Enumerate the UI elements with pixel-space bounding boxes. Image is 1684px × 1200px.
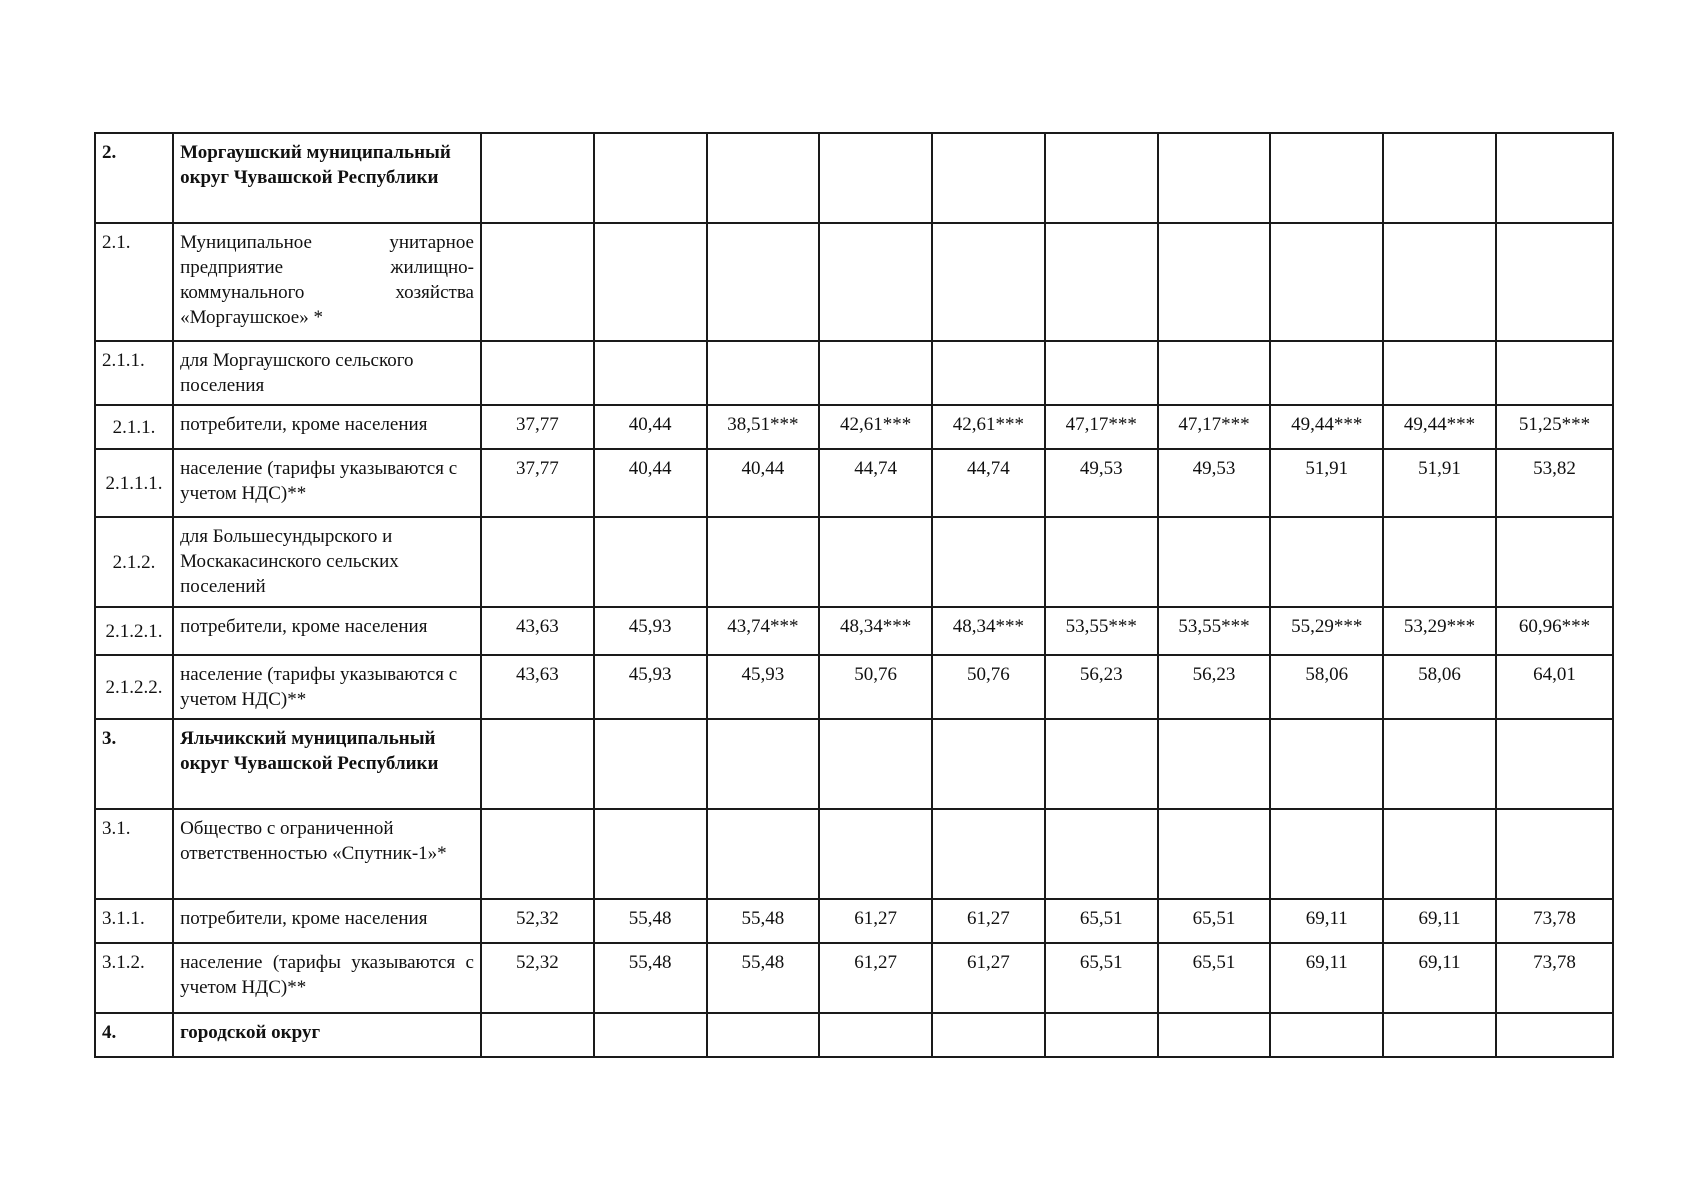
tariff-value-cell — [1383, 719, 1496, 809]
tariff-value-cell: 49,53 — [1158, 449, 1271, 517]
tariff-value-cell — [1496, 1013, 1613, 1057]
tariff-value-cell: 50,76 — [932, 655, 1045, 719]
tariff-value-cell — [1270, 517, 1383, 607]
row-number: 2.1.2. — [95, 517, 173, 607]
tariff-value-cell — [707, 517, 820, 607]
tariff-value-cell: 45,93 — [594, 655, 707, 719]
tariff-value-cell: 56,23 — [1045, 655, 1158, 719]
tariff-value-cell — [481, 517, 594, 607]
table-row — [95, 809, 1613, 899]
tariff-value-cell — [707, 1013, 820, 1057]
tariff-value-cell: 52,32 — [481, 943, 594, 1013]
tariff-value-cell: 69,11 — [1270, 899, 1383, 943]
tariff-value-cell: 37,77 — [481, 405, 594, 449]
row-number: 2.1.2.2. — [95, 655, 173, 719]
tariff-value-cell: 61,27 — [932, 899, 1045, 943]
row-name: Муниципальное унитарное предприятие жилищно-коммунального хозяйства «Моргаушское» * — [173, 223, 481, 341]
tariff-value-cell — [1383, 133, 1496, 223]
tariff-value-cell — [481, 1013, 594, 1057]
row-number: 3. — [95, 719, 173, 809]
tariff-value-cell — [1270, 719, 1383, 809]
tariff-value-cell — [1158, 341, 1271, 405]
tariff-value-cell: 43,63 — [481, 607, 594, 655]
tariff-value-cell: 44,74 — [932, 449, 1045, 517]
tariff-value-cell — [594, 1013, 707, 1057]
tariff-value-cell — [481, 133, 594, 223]
tariff-value-cell — [819, 223, 932, 341]
tariff-value-cell: 56,23 — [1158, 655, 1271, 719]
tariff-value-cell: 55,48 — [594, 899, 707, 943]
tariff-value-cell: 47,17*** — [1045, 405, 1158, 449]
tariff-value-cell: 49,44*** — [1383, 405, 1496, 449]
tariff-value-cell — [932, 341, 1045, 405]
tariff-value-cell — [1045, 517, 1158, 607]
tariff-value-cell — [1270, 1013, 1383, 1057]
tariff-value-cell — [707, 719, 820, 809]
tariff-value-cell — [819, 719, 932, 809]
tariff-value-cell: 40,44 — [594, 449, 707, 517]
tariff-value-cell — [1158, 133, 1271, 223]
tariff-value-cell — [932, 809, 1045, 899]
tariff-value-cell: 55,48 — [707, 899, 820, 943]
tariff-value-cell: 53,82 — [1496, 449, 1613, 517]
tariff-value-cell — [594, 719, 707, 809]
row-number: 2.1.1.1. — [95, 449, 173, 517]
tariff-value-cell: 42,61*** — [932, 405, 1045, 449]
tariff-value-cell — [1496, 517, 1613, 607]
tariff-value-cell: 65,51 — [1158, 899, 1271, 943]
tariff-value-cell — [1270, 809, 1383, 899]
tariff-value-cell — [594, 517, 707, 607]
tariff-value-cell — [932, 719, 1045, 809]
tariff-value-cell — [1383, 517, 1496, 607]
table-row — [95, 943, 1613, 1013]
tariff-value-cell: 45,93 — [707, 655, 820, 719]
tariff-value-cell: 55,48 — [707, 943, 820, 1013]
row-name: Общество с ограниченной ответственностью «Спутник-1»* — [173, 809, 481, 899]
tariff-value-cell: 50,76 — [819, 655, 932, 719]
tariff-value-cell: 53,29*** — [1383, 607, 1496, 655]
tariff-value-cell: 73,78 — [1496, 899, 1613, 943]
tariff-value-cell: 48,34*** — [819, 607, 932, 655]
tariff-value-cell — [1045, 223, 1158, 341]
tariff-value-cell — [707, 341, 820, 405]
tariff-value-cell — [1383, 1013, 1496, 1057]
row-number: 2.1. — [95, 223, 173, 341]
tariff-value-cell: 65,51 — [1158, 943, 1271, 1013]
table-row — [95, 517, 1613, 607]
tariff-value-cell — [481, 719, 594, 809]
tariff-value-cell: 61,27 — [819, 899, 932, 943]
tariff-value-cell — [1045, 719, 1158, 809]
tariff-value-cell — [1383, 809, 1496, 899]
tariff-value-cell: 61,27 — [819, 943, 932, 1013]
table-row — [95, 655, 1613, 719]
table-row — [95, 133, 1613, 223]
row-number: 2.1.1. — [95, 341, 173, 405]
table-row — [95, 223, 1613, 341]
tariff-value-cell — [819, 809, 932, 899]
tariff-value-cell — [1158, 719, 1271, 809]
tariff-value-cell — [707, 133, 820, 223]
tariff-value-cell — [819, 133, 932, 223]
tariff-value-cell — [707, 223, 820, 341]
tariff-value-cell — [1270, 133, 1383, 223]
tariff-value-cell: 65,51 — [1045, 899, 1158, 943]
tariff-value-cell: 40,44 — [707, 449, 820, 517]
tariff-value-cell — [594, 223, 707, 341]
tariff-value-cell — [819, 341, 932, 405]
tariff-value-cell — [819, 517, 932, 607]
tariff-value-cell — [1045, 341, 1158, 405]
tariff-value-cell: 43,63 — [481, 655, 594, 719]
row-number: 3.1. — [95, 809, 173, 899]
tariff-value-cell: 47,17*** — [1158, 405, 1271, 449]
tariff-value-cell — [1496, 809, 1613, 899]
tariff-value-cell — [932, 517, 1045, 607]
tariff-value-cell: 55,48 — [594, 943, 707, 1013]
row-number: 4. — [95, 1013, 173, 1057]
tariff-value-cell — [481, 223, 594, 341]
tariff-value-cell: 40,44 — [594, 405, 707, 449]
row-number: 3.1.1. — [95, 899, 173, 943]
tariff-value-cell: 64,01 — [1496, 655, 1613, 719]
tariff-value-cell — [932, 1013, 1045, 1057]
table-row — [95, 1013, 1613, 1057]
row-name: Моргаушский муниципальный округ Чувашской Республики — [173, 133, 481, 223]
tariff-value-cell: 58,06 — [1270, 655, 1383, 719]
row-number: 2.1.1. — [95, 405, 173, 449]
tariff-value-cell: 45,93 — [594, 607, 707, 655]
tariff-value-cell: 61,27 — [932, 943, 1045, 1013]
tariff-value-cell — [1270, 341, 1383, 405]
tariff-value-cell: 69,11 — [1383, 899, 1496, 943]
tariff-value-cell: 60,96*** — [1496, 607, 1613, 655]
tariff-value-cell: 69,11 — [1270, 943, 1383, 1013]
tariff-value-cell — [1158, 1013, 1271, 1057]
tariff-value-cell — [594, 133, 707, 223]
row-name: население (тарифы указываются с учетом НДС)** — [173, 449, 481, 517]
tariff-value-cell: 51,91 — [1383, 449, 1496, 517]
tariff-value-cell: 44,74 — [819, 449, 932, 517]
row-name: для Большесундырского и Москакасинского сельских поселений — [173, 517, 481, 607]
tariff-value-cell — [707, 809, 820, 899]
row-number: 3.1.2. — [95, 943, 173, 1013]
table-row — [95, 719, 1613, 809]
tariff-value-cell: 58,06 — [1383, 655, 1496, 719]
tariff-value-cell — [481, 809, 594, 899]
tariff-value-cell — [1158, 517, 1271, 607]
tariff-value-cell: 55,29*** — [1270, 607, 1383, 655]
tariff-value-cell: 51,91 — [1270, 449, 1383, 517]
tariff-value-cell — [1496, 341, 1613, 405]
tariff-value-cell: 49,44*** — [1270, 405, 1383, 449]
tariff-value-cell — [1383, 341, 1496, 405]
row-number: 2. — [95, 133, 173, 223]
tariff-table — [94, 132, 1614, 1058]
tariff-value-cell — [1045, 1013, 1158, 1057]
tariff-value-cell — [1383, 223, 1496, 341]
tariff-value-cell — [1045, 809, 1158, 899]
tariff-value-cell: 52,32 — [481, 899, 594, 943]
tariff-value-cell — [1496, 133, 1613, 223]
tariff-value-cell — [481, 341, 594, 405]
tariff-value-cell — [819, 1013, 932, 1057]
row-name: население (тарифы указываются с учетом НДС)** — [173, 655, 481, 719]
tariff-value-cell: 38,51*** — [707, 405, 820, 449]
tariff-value-cell — [594, 809, 707, 899]
row-name: потребители, кроме населения — [173, 405, 481, 449]
tariff-value-cell: 65,51 — [1045, 943, 1158, 1013]
tariff-value-cell: 53,55*** — [1158, 607, 1271, 655]
row-name: потребители, кроме населения — [173, 607, 481, 655]
tariff-value-cell — [1270, 223, 1383, 341]
tariff-value-cell — [594, 341, 707, 405]
row-name: для Моргаушского сельского поселения — [173, 341, 481, 405]
tariff-value-cell: 42,61*** — [819, 405, 932, 449]
table-row — [95, 341, 1613, 405]
tariff-value-cell — [1158, 809, 1271, 899]
row-name: Яльчикский муниципальный округ Чувашской Республики — [173, 719, 481, 809]
tariff-value-cell — [1045, 133, 1158, 223]
table-row — [95, 899, 1613, 943]
tariff-value-cell — [1496, 719, 1613, 809]
tariff-value-cell: 37,77 — [481, 449, 594, 517]
tariff-value-cell: 49,53 — [1045, 449, 1158, 517]
tariff-value-cell — [932, 133, 1045, 223]
tariff-value-cell — [1158, 223, 1271, 341]
tariff-value-cell: 53,55*** — [1045, 607, 1158, 655]
tariff-value-cell — [1496, 223, 1613, 341]
tariff-value-cell: 69,11 — [1383, 943, 1496, 1013]
row-name: население (тарифы указываются с учетом НДС)** — [173, 943, 481, 1013]
tariff-value-cell: 51,25*** — [1496, 405, 1613, 449]
tariff-value-cell: 48,34*** — [932, 607, 1045, 655]
tariff-value-cell — [932, 223, 1045, 341]
table-row — [95, 607, 1613, 655]
tariff-value-cell: 43,74*** — [707, 607, 820, 655]
row-name: потребители, кроме населения — [173, 899, 481, 943]
row-number: 2.1.2.1. — [95, 607, 173, 655]
tariff-value-cell: 73,78 — [1496, 943, 1613, 1013]
row-name: городской округ — [173, 1013, 481, 1057]
table-row — [95, 449, 1613, 517]
table-row — [95, 405, 1613, 449]
